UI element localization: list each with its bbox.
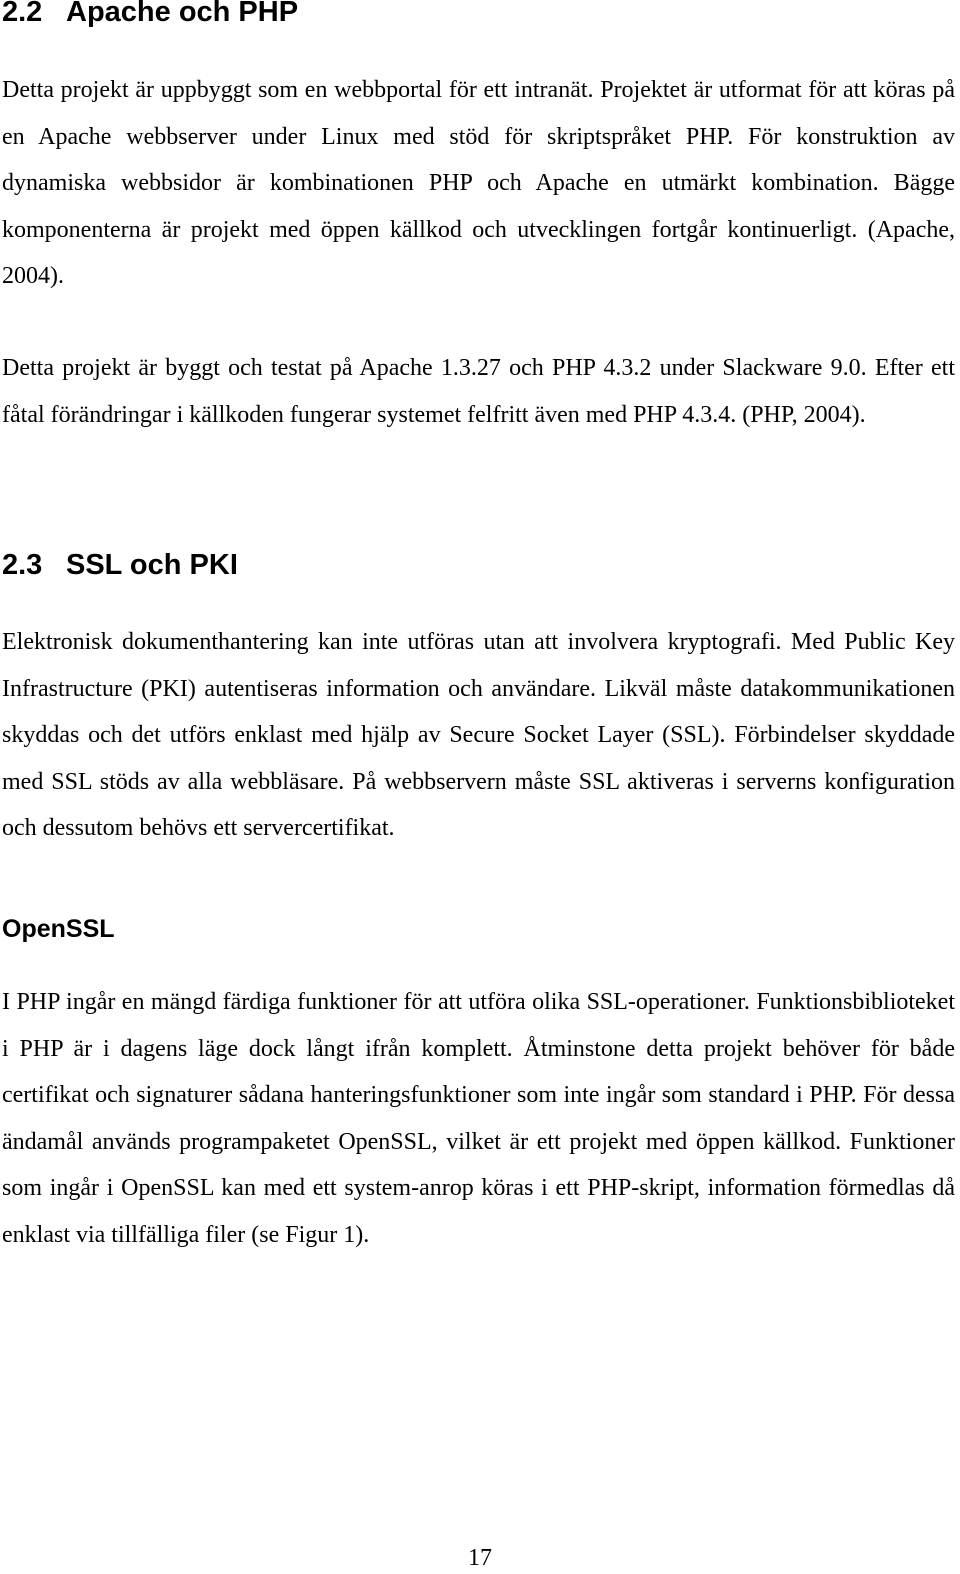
page-number: 17 — [468, 1545, 492, 1571]
section-heading-ssl-pki — [2, 550, 238, 580]
section-title: SSL och PKI — [66, 549, 238, 581]
paragraph-openssl: I PHP ingår en mängd färdiga funktioner för att utföra olika SSL-operationer. Funktionsbiblioteket i PHP är i dagens läge dock långt ifrån komplett. Åtminstone detta projekt behöver för både certifikat och signaturer sådana hanteringsfunktioner som inte ingår som standard i PHP. För dessa ändamål används programpaketet OpenSSL, vilket är ett projekt med öppen källkod. Funktioner som ingår i OpenSSL kan med ett system-anrop köras i ett PHP-skript, information förmedlas då enklast via tillfälliga filer (se Figur 1). — [2, 989, 955, 1248]
paragraph-ssl-pki: Elektronisk dokumenthantering kan inte utföras utan att involvera kryptografi. Med Public Key Infrastructure (PKI) autentiseras information och användare. Likväl måste datakommunikationen skyddas och det utförs enklast med hjälp av Secure Socket Layer (SSL). Förbindelser skyddade med SSL stöds av alla webbläsare. På webbservern måste SSL aktiveras i serverns konfiguration och dessutom behövs ett servercertifikat. — [2, 629, 955, 841]
section-heading-apache-php — [2, 0, 298, 27]
section-title: Apache och PHP — [66, 0, 299, 28]
subheading-openssl: OpenSSL — [2, 915, 115, 943]
section-number: 2.3 — [2, 549, 43, 581]
paragraph-apache-intro: Detta projekt är uppbyggt som en webbportal för ett intranät. Projektet är utformat för att köras på en Apache webbserver under Linux med stöd för skriptspråket PHP. För konstruktion av dynamiska webbsidor är kombinationen PHP och Apache en utmärkt kombination. Bägge komponenterna är projekt med öppen källkod och utvecklingen fortgår kontinuerligt. (Apache, 2004). — [2, 77, 955, 289]
paragraph-apache-versions: Detta projekt är byggt och testat på Apache 1.3.27 och PHP 4.3.2 under Slackware 9.0. Efter ett fåtal förändringar i källkoden fungerar systemet felfritt även med PHP 4.3.4. (PHP, 2004). — [2, 355, 955, 428]
section-number: 2.2 — [2, 0, 43, 28]
